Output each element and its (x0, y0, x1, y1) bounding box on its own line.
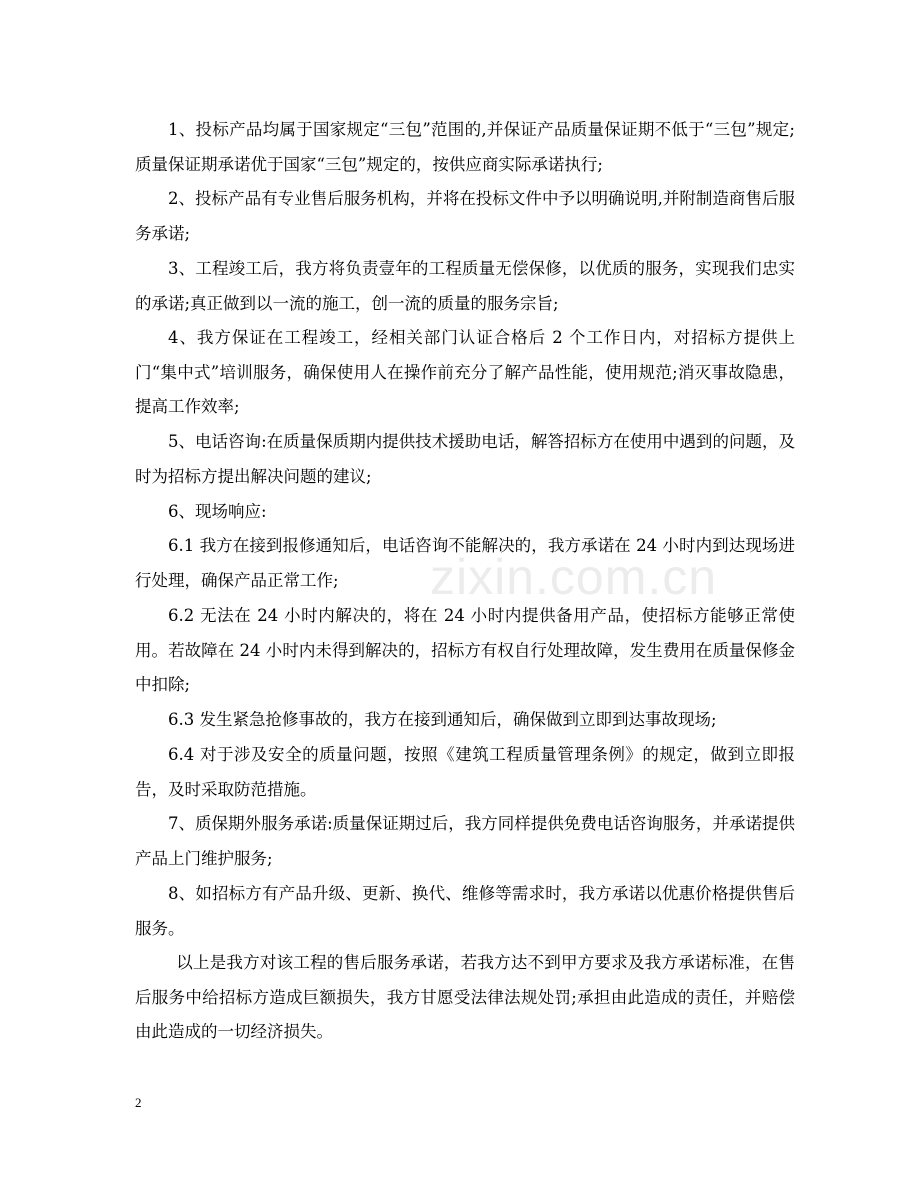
page-number: 2 (135, 1095, 142, 1110)
paragraph-6-4: 6.4 对于涉及安全的质量问题，按照《建筑工程质量管理条例》的规定，做到立即报告，及时采取防范措施。 (135, 745, 795, 799)
paragraph-8: 8、如招标方有产品升级、更新、换代、维修等需求时，我方承诺以优惠价格提供售后服务。 (135, 884, 795, 938)
paragraph-6-3: 6.3 发生紧急抢修事故的，我方在接到通知后，确保做到立即到达事故现场; (168, 710, 717, 729)
watermark-text: zixin.com.cn (430, 549, 718, 605)
paragraph-1: 1、投标产品均属于国家规定“三包”范围的,并保证产品质量保证期不低于“三包”规定;质量保证期承诺优于国家“三包”规定的，按供应商实际承诺执行; (135, 120, 795, 174)
paragraph-6: 6、现场响应: (168, 502, 267, 521)
paragraph-4: 4、我方保证在工程竣工，经相关部门认证合格后 2 个工作日内，对招标方提供上门“集中式”培训服务，确保使用人在操作前充分了解产品性能，使用规范;消灭事故隐患，提高工作效率; (135, 328, 795, 416)
paragraph-2: 2、投标产品有专业售后服务机构，并将在投标文件中予以明确说明,并附制造商售后服务承诺; (135, 189, 795, 243)
paragraph-6-1: 6.1 我方在接到报修通知后，电话咨询不能解决的，我方承诺在 24 小时内到达现场进行处理，确保产品正常工作; (135, 536, 795, 590)
paragraph-5: 5、电话咨询:在质量保质期内提供技术援助电话，解答招标方在使用中遇到的问题，及时为招标方提出解决问题的建议; (135, 432, 795, 486)
paragraph-7: 7、质保期外服务承诺:质量保证期过后，我方同样提供免费电话咨询服务，并承诺提供产品上门维护服务; (135, 814, 795, 868)
paragraph-6-2: 6.2 无法在 24 小时内解决的，将在 24 小时内提供备用产品，使招标方能够正常使用。若故障在 24 小时内未得到解决的，招标方有权自行处理故障，发生费用在质量保修金中扣除; (135, 606, 795, 694)
paragraph-3: 3、工程竣工后，我方将负责壹年的工程质量无偿保修，以优质的服务，实现我们忠实的承诺;真正做到以一流的施工，创一流的质量的服务宗旨; (135, 259, 795, 313)
paragraph-summary: 以上是我方对该工程的售后服务承诺，若我方达不到甲方要求及我方承诺标准，在售后服务中给招标方造成巨额损失，我方甘愿受法律法规处罚;承担由此造成的责任，并赔偿由此造成的一切经济损失。 (135, 953, 795, 1041)
